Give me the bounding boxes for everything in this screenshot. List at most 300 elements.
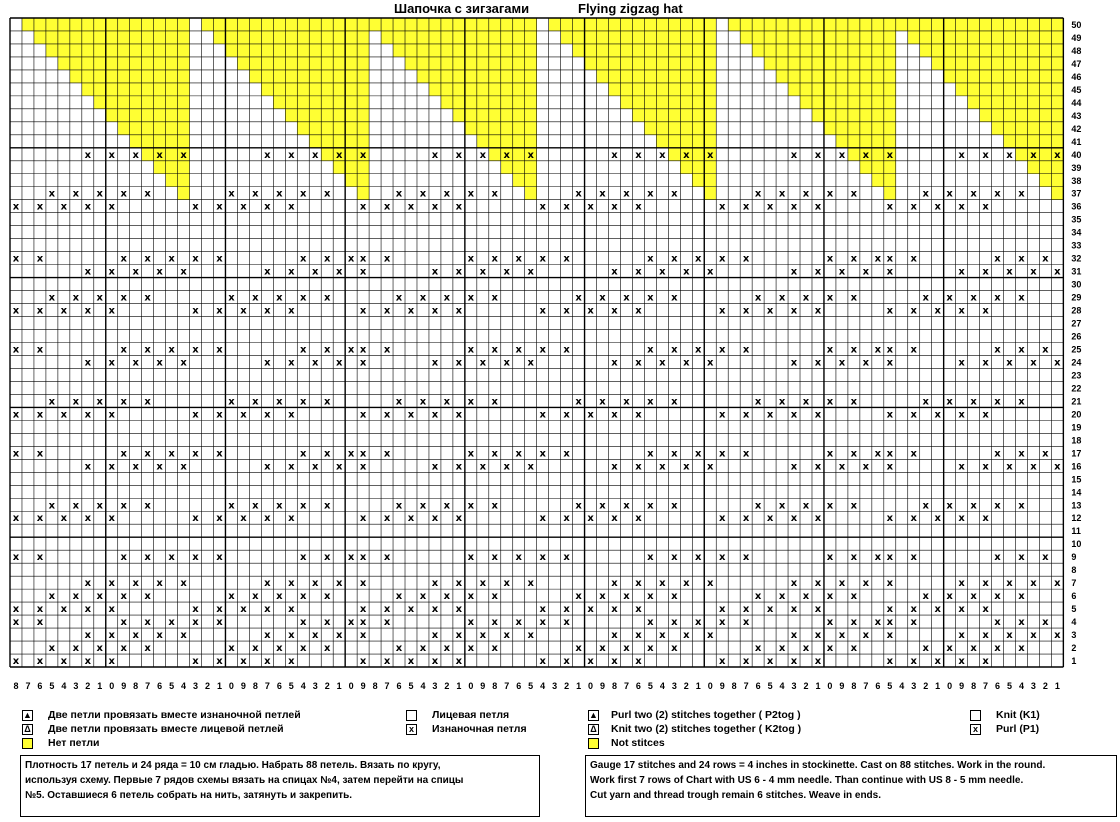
- no-stitch-cell: [848, 57, 860, 70]
- note-ru-line-2: используя схему. Первые 7 рядов схемы вязать на спицах №4, затем перейти на спицы: [25, 775, 464, 786]
- purl-stitch-mark: x: [431, 201, 439, 213]
- purl-stitch-mark: x: [886, 630, 894, 642]
- no-stitch-cell: [668, 31, 680, 44]
- no-stitch-cell: [956, 57, 968, 70]
- no-stitch-cell: [1004, 83, 1016, 96]
- no-stitch-cell: [501, 122, 513, 135]
- purl-stitch-mark: x: [647, 448, 654, 460]
- purl-stitch-mark: x: [467, 292, 475, 304]
- no-stitch-cell: [477, 57, 489, 70]
- no-stitch-cell: [333, 83, 345, 96]
- column-number-label: 9: [600, 681, 606, 691]
- no-stitch-cell: [273, 57, 285, 70]
- no-stitch-cell: [525, 135, 537, 148]
- no-stitch-cell: [297, 96, 309, 109]
- purl-stitch-mark: x: [766, 513, 774, 525]
- no-stitch-cell: [525, 109, 537, 122]
- no-stitch-cell: [824, 96, 836, 109]
- title-russian: Шапочка с зигзагами: [394, 1, 530, 16]
- purl-stitch-mark: x: [539, 305, 546, 317]
- purl-stitch-mark: x: [874, 617, 882, 629]
- purl-stitch-mark: x: [575, 188, 582, 200]
- no-stitch-cell: [573, 44, 585, 57]
- no-stitch-cell: [237, 18, 249, 31]
- purl-stitch-mark: x: [156, 266, 163, 278]
- no-stitch-cell: [417, 57, 429, 70]
- no-stitch-cell: [393, 31, 405, 44]
- no-stitch-cell: [130, 31, 142, 44]
- no-stitch-cell: [178, 174, 190, 187]
- no-stitch-cell: [1027, 122, 1039, 135]
- purl-stitch-mark: x: [192, 409, 199, 421]
- purl-stitch-mark: x: [850, 344, 858, 356]
- purl-stitch-mark: x: [707, 357, 714, 369]
- purl-stitch-mark: x: [994, 292, 1001, 304]
- no-stitch-cell: [94, 57, 106, 70]
- column-number-label: 4: [300, 681, 306, 691]
- no-stitch-cell: [357, 96, 369, 109]
- column-number-label: 6: [635, 681, 641, 691]
- k2tog-symbol-icon-en: Δ: [588, 724, 599, 735]
- purl-stitch-mark: x: [563, 513, 570, 525]
- purl-stitch-mark: x: [108, 578, 115, 590]
- purl-stitch-mark: x: [934, 604, 941, 616]
- row-number-label: 24: [1071, 357, 1082, 368]
- purl-stitch-mark: x: [647, 344, 654, 356]
- no-stitch-cell: [297, 44, 309, 57]
- purl-stitch-mark: x: [108, 357, 115, 369]
- no-stitch-cell: [692, 174, 704, 187]
- no-stitch-cell: [489, 18, 501, 31]
- purl-stitch-mark: x: [455, 305, 463, 317]
- column-number-label: 4: [1018, 681, 1024, 691]
- purl-stitch-mark: x: [1042, 344, 1049, 356]
- purl-stitch-mark: x: [611, 578, 618, 590]
- no-stitch-cell: [321, 18, 333, 31]
- no-stitch-cell: [429, 83, 441, 96]
- purl-stitch-mark: x: [695, 344, 702, 356]
- purl-stitch-mark: x: [970, 188, 977, 200]
- no-stitch-cell: [513, 44, 525, 57]
- purl-stitch-mark: x: [623, 396, 630, 408]
- purl-stitch-mark: x: [36, 513, 44, 525]
- purl-stitch-mark: x: [850, 396, 858, 408]
- column-number-label: 8: [252, 681, 258, 691]
- column-number-label: 4: [181, 681, 187, 691]
- no-stitch-cell: [333, 44, 345, 57]
- purl-stitch-mark: x: [467, 448, 475, 460]
- no-stitch-cell: [273, 44, 285, 57]
- no-stitch-cell: [345, 161, 357, 174]
- no-stitch-cell: [632, 18, 644, 31]
- purl-stitch-mark: x: [1042, 617, 1049, 629]
- purl-stitch-mark: x: [850, 500, 858, 512]
- purl-stitch-mark: x: [814, 656, 822, 668]
- no-stitch-cell: [453, 18, 465, 31]
- purl-stitch-mark: x: [491, 552, 499, 564]
- purl-stitch-mark: x: [647, 552, 654, 564]
- no-stitch-cell: [788, 18, 800, 31]
- no-stitch-cell: [980, 83, 992, 96]
- no-stitch-cell: [992, 18, 1004, 31]
- purl-stitch-mark: x: [216, 604, 223, 616]
- no-stitch-cell: [142, 57, 154, 70]
- purl-stitch-mark: x: [754, 591, 762, 603]
- purl-stitch-mark: x: [288, 604, 295, 616]
- column-number-label: 3: [432, 681, 438, 691]
- no-stitch-cell: [477, 83, 489, 96]
- purl-stitch-mark: x: [802, 292, 810, 304]
- purl-stitch-mark: x: [300, 552, 307, 564]
- no-stitch-cell: [884, 161, 896, 174]
- p2tog-symbol-icon: ▲: [23, 710, 32, 720]
- column-number-label: 8: [731, 681, 737, 691]
- no-stitch-cell: [1039, 109, 1051, 122]
- no-stitch-cell: [285, 109, 297, 122]
- no-stitch-cell: [118, 18, 130, 31]
- no-stitch-cell: [178, 18, 190, 31]
- no-stitch-cell: [1051, 18, 1063, 31]
- purl-stitch-mark: x: [407, 604, 415, 616]
- purl-stitch-mark: x: [563, 305, 570, 317]
- purl-stitch-mark: x: [36, 344, 44, 356]
- purl-stitch-mark: x: [886, 253, 894, 265]
- purl-stitch-mark: x: [180, 266, 187, 278]
- no-stitch-cell: [453, 109, 465, 122]
- purl-stitch-mark: x: [886, 448, 894, 460]
- purl-stitch-mark: x: [216, 253, 223, 265]
- no-stitch-cell: [704, 187, 716, 200]
- column-number-label: 4: [659, 681, 665, 691]
- row-number-label: 40: [1071, 149, 1082, 160]
- purl-stitch-mark: x: [359, 305, 367, 317]
- purl-stitch-mark: x: [144, 500, 151, 512]
- purl-stitch-mark: x: [36, 617, 44, 629]
- no-stitch-cell: [106, 18, 118, 31]
- no-stitch-cell: [668, 83, 680, 96]
- purl-stitch-mark: x: [814, 513, 822, 525]
- no-stitch-cell: [357, 122, 369, 135]
- no-stitch-cell: [417, 70, 429, 83]
- purl-stitch-mark: x: [120, 643, 127, 655]
- no-stitch-cell: [465, 122, 477, 135]
- no-stitch-cell: [1051, 161, 1063, 174]
- notes-russian: [20, 755, 540, 817]
- purl-stitch-mark: x: [874, 253, 882, 265]
- no-stitch-cell: [118, 96, 130, 109]
- purl-stitch-mark: x: [491, 500, 499, 512]
- purl-stitch-mark: x: [623, 500, 630, 512]
- purl-stitch-mark: x: [994, 643, 1001, 655]
- purl-stitch-mark: x: [707, 578, 714, 590]
- purl-stitch-mark: x: [718, 201, 726, 213]
- purl-stitch-mark: x: [300, 617, 307, 629]
- purl-stitch-mark: x: [826, 292, 834, 304]
- purl-stitch-mark: x: [264, 409, 271, 421]
- no-stitch-cell: [213, 18, 225, 31]
- no-stitch-cell: [980, 44, 992, 57]
- no-stitch-cell: [597, 70, 609, 83]
- purl-stitch-mark: x: [1018, 643, 1025, 655]
- no-stitch-cell: [860, 109, 872, 122]
- purl-stitch-mark: x: [742, 552, 750, 564]
- purl-stitch-mark: x: [395, 500, 403, 512]
- no-stitch-cell: [968, 83, 980, 96]
- purl-stitch-mark: x: [252, 500, 259, 512]
- no-stitch-cell: [680, 70, 692, 83]
- purl-stitch-mark: x: [192, 448, 199, 460]
- purl-stitch-mark: x: [982, 149, 989, 161]
- purl-stitch-mark: x: [359, 578, 367, 590]
- purl-stitch-mark: x: [886, 305, 894, 317]
- purl-stitch-mark: x: [814, 461, 822, 473]
- row-number-label: 28: [1071, 305, 1082, 316]
- no-stitch-cell: [920, 18, 932, 31]
- no-stitch-cell: [225, 31, 237, 44]
- no-stitch-cell: [166, 83, 178, 96]
- no-stitch-cell: [644, 18, 656, 31]
- purl-stitch-mark: x: [958, 604, 965, 616]
- no-stitch-cell: [441, 44, 453, 57]
- purl-stitch-mark: x: [431, 305, 439, 317]
- purl-stitch-mark: x: [563, 552, 570, 564]
- purl-stitch-mark: x: [144, 552, 151, 564]
- column-number-label: 5: [1006, 681, 1013, 691]
- purl-stitch-mark: x: [72, 643, 80, 655]
- row-number-label: 46: [1071, 71, 1082, 82]
- purl-stitch-mark: x: [539, 201, 546, 213]
- purl-stitch-mark: x: [994, 500, 1001, 512]
- purl-stitch-mark: x: [72, 500, 80, 512]
- no-stitch-cell: [489, 44, 501, 57]
- purl-stitch-mark: x: [491, 188, 499, 200]
- purl-stitch-mark: x: [84, 656, 92, 668]
- no-stitch-cell: [860, 122, 872, 135]
- purl-stitch-mark: x: [491, 344, 499, 356]
- purl-stitch-mark: x: [718, 552, 726, 564]
- purl-stitch-mark: x: [491, 591, 499, 603]
- no-stitch-cell: [501, 135, 513, 148]
- no-stitch-cell: [501, 31, 513, 44]
- purl-stitch-mark: x: [635, 201, 642, 213]
- no-stitch-cell: [980, 18, 992, 31]
- purl-stitch-mark: x: [635, 513, 642, 525]
- purl-stitch-mark: x: [635, 461, 642, 473]
- no-stitch-cell: [680, 83, 692, 96]
- no-stitch-cell: [321, 122, 333, 135]
- purl-stitch-mark: x: [84, 305, 92, 317]
- purl-stitch-mark: x: [132, 266, 139, 278]
- no-stitch-cell: [956, 18, 968, 31]
- purl-stitch-mark: x: [958, 630, 965, 642]
- column-number-label: 3: [193, 681, 199, 691]
- column-number-label: 7: [384, 681, 390, 691]
- no-stitch-cell: [118, 44, 130, 57]
- purl-stitch-mark: x: [599, 643, 606, 655]
- purl-stitch-mark: x: [1042, 552, 1049, 564]
- purl-stitch-mark: x: [192, 344, 199, 356]
- no-stitch-cell: [82, 70, 94, 83]
- purl-stitch-mark: x: [276, 591, 283, 603]
- purl-stitch-mark: x: [934, 513, 941, 525]
- purl-stitch-mark: x: [970, 500, 977, 512]
- purl-stitch-mark: x: [826, 500, 834, 512]
- purl-stitch-mark: x: [252, 292, 259, 304]
- column-number-label: 4: [61, 681, 67, 691]
- no-stitch-cell: [860, 83, 872, 96]
- row-number-label: 4: [1071, 617, 1077, 628]
- purl-stitch-mark: x: [862, 461, 870, 473]
- purl-stitch-mark: x: [12, 617, 20, 629]
- purl-stitch-mark: x: [671, 188, 678, 200]
- no-stitch-cell: [178, 31, 190, 44]
- no-stitch-cell: [968, 18, 980, 31]
- no-stitch-cell: [154, 70, 166, 83]
- no-stitch-cell: [848, 18, 860, 31]
- no-stitch-cell: [357, 109, 369, 122]
- column-number-label: 7: [145, 681, 151, 691]
- purl-stitch-mark: x: [288, 357, 295, 369]
- column-number-label: 9: [959, 681, 965, 691]
- purl-stitch-mark: x: [611, 409, 618, 421]
- no-stitch-cell: [812, 109, 824, 122]
- purl-stitch-mark: x: [635, 357, 642, 369]
- no-stitch-cell: [237, 31, 249, 44]
- no-stitch-cell: [178, 135, 190, 148]
- no-stitch-cell: [1027, 70, 1039, 83]
- purl-stitch-mark: x: [467, 396, 475, 408]
- no-stitch-cell: [609, 70, 621, 83]
- purl-stitch-mark: x: [228, 292, 235, 304]
- no-stitch-cell: [800, 57, 812, 70]
- no-stitch-cell: [740, 18, 752, 31]
- purl-stitch-mark: x: [778, 591, 786, 603]
- no-stitch-cell: [525, 161, 537, 174]
- purl-stitch-mark: x: [1006, 461, 1013, 473]
- no-stitch-cell: [968, 31, 980, 44]
- purl-stitch-mark: x: [1006, 578, 1013, 590]
- no-stitch-cell: [620, 96, 632, 109]
- purl-stitch-mark: x: [539, 448, 546, 460]
- no-stitch-cell: [800, 44, 812, 57]
- purl-stitch-mark: x: [1006, 630, 1013, 642]
- no-stitch-cell: [142, 109, 154, 122]
- purl-stitch-mark: x: [814, 578, 822, 590]
- purl-stitch-mark: x: [934, 656, 941, 668]
- purl-stitch-mark: x: [647, 591, 654, 603]
- purl-stitch-mark: x: [707, 266, 714, 278]
- column-number-label: 8: [372, 681, 378, 691]
- no-stitch-cell: [106, 31, 118, 44]
- purl-stitch-mark: x: [359, 409, 367, 421]
- no-stitch-cell: [1027, 135, 1039, 148]
- purl-stitch-mark: x: [335, 630, 343, 642]
- column-number-label: 9: [719, 681, 725, 691]
- purl-stitch-mark: x: [647, 188, 654, 200]
- purl-stitch-mark: x: [922, 396, 929, 408]
- purl-stitch-mark: x: [766, 656, 774, 668]
- column-number-label: 5: [887, 681, 893, 691]
- purl-stitch-mark: x: [12, 448, 20, 460]
- purl-stitch-mark: x: [611, 149, 618, 161]
- purl-stitch-mark: x: [443, 500, 451, 512]
- purl-stitch-mark: x: [671, 591, 678, 603]
- no-stitch-cell: [704, 31, 716, 44]
- no-stitch-cell: [166, 70, 178, 83]
- purl-stitch-mark: x: [874, 344, 882, 356]
- no-stitch-cell: [824, 70, 836, 83]
- purl-stitch-mark: x: [838, 266, 846, 278]
- no-stitch-cell: [764, 44, 776, 57]
- row-number-label: 22: [1071, 383, 1082, 394]
- no-stitch-cell: [968, 96, 980, 109]
- purl-stitch-mark: x: [132, 357, 139, 369]
- no-stitch-cell: [393, 44, 405, 57]
- no-stitch-cell: [441, 70, 453, 83]
- no-stitch-cell: [70, 31, 82, 44]
- no-stitch-cell: [178, 187, 190, 200]
- no-stitch-cell: [106, 44, 118, 57]
- purl-stitch-mark: x: [216, 344, 223, 356]
- purl-stitch-mark: x: [611, 630, 618, 642]
- no-stitch-cell: [154, 31, 166, 44]
- purl-stitch-mark: x: [60, 305, 68, 317]
- no-stitch-cell: [836, 31, 848, 44]
- purl-stitch-mark: x: [108, 305, 115, 317]
- no-stitch-cell: [261, 83, 273, 96]
- no-stitch-cell: [800, 96, 812, 109]
- no-stitch-cell: [872, 57, 884, 70]
- no-stitch-cell: [58, 18, 70, 31]
- no-stitch-cell: [597, 57, 609, 70]
- purl-stitch-mark: x: [982, 630, 989, 642]
- purl-stitch-mark: x: [563, 656, 570, 668]
- no-stitch-cell: [333, 135, 345, 148]
- no-stitch-cell: [166, 31, 178, 44]
- no-stitch-cell: [154, 44, 166, 57]
- no-stitch-cell: [333, 122, 345, 135]
- no-stitch-cell: [788, 57, 800, 70]
- purl-stitch-mark: x: [814, 604, 822, 616]
- no-stitch-cell: [573, 18, 585, 31]
- no-stitch-cell: [704, 96, 716, 109]
- column-number-label: 1: [97, 681, 103, 691]
- purl-stitch-mark: x: [838, 630, 846, 642]
- purl-stitch-mark: x: [515, 253, 522, 265]
- purl-stitch-mark: x: [575, 292, 582, 304]
- purl-stitch-mark: x: [683, 266, 690, 278]
- no-stitch-cell: [788, 31, 800, 44]
- no-stitch-cell: [513, 174, 525, 187]
- purl-stitch-mark: x: [192, 305, 199, 317]
- no-stitch-cell: [1015, 109, 1027, 122]
- purl-stitch-mark: x: [431, 266, 439, 278]
- purl-stitch-mark: x: [742, 617, 750, 629]
- purl-stitch-mark: x: [886, 149, 894, 161]
- no-stitch-cell: [632, 31, 644, 44]
- purl-stitch-mark: x: [323, 253, 331, 265]
- purl-stitch-mark: x: [300, 253, 307, 265]
- purl-stitch-mark: x: [359, 448, 367, 460]
- purl-stitch-mark: x: [599, 396, 606, 408]
- no-stitch-cell: [477, 18, 489, 31]
- no-stitch-cell: [178, 96, 190, 109]
- no-stitch-cell: [178, 44, 190, 57]
- no-stitch-cell: [1004, 122, 1016, 135]
- no-stitch-cell: [680, 57, 692, 70]
- legend-ru-none: Нет петли: [48, 737, 100, 749]
- no-stitch-cell: [644, 109, 656, 122]
